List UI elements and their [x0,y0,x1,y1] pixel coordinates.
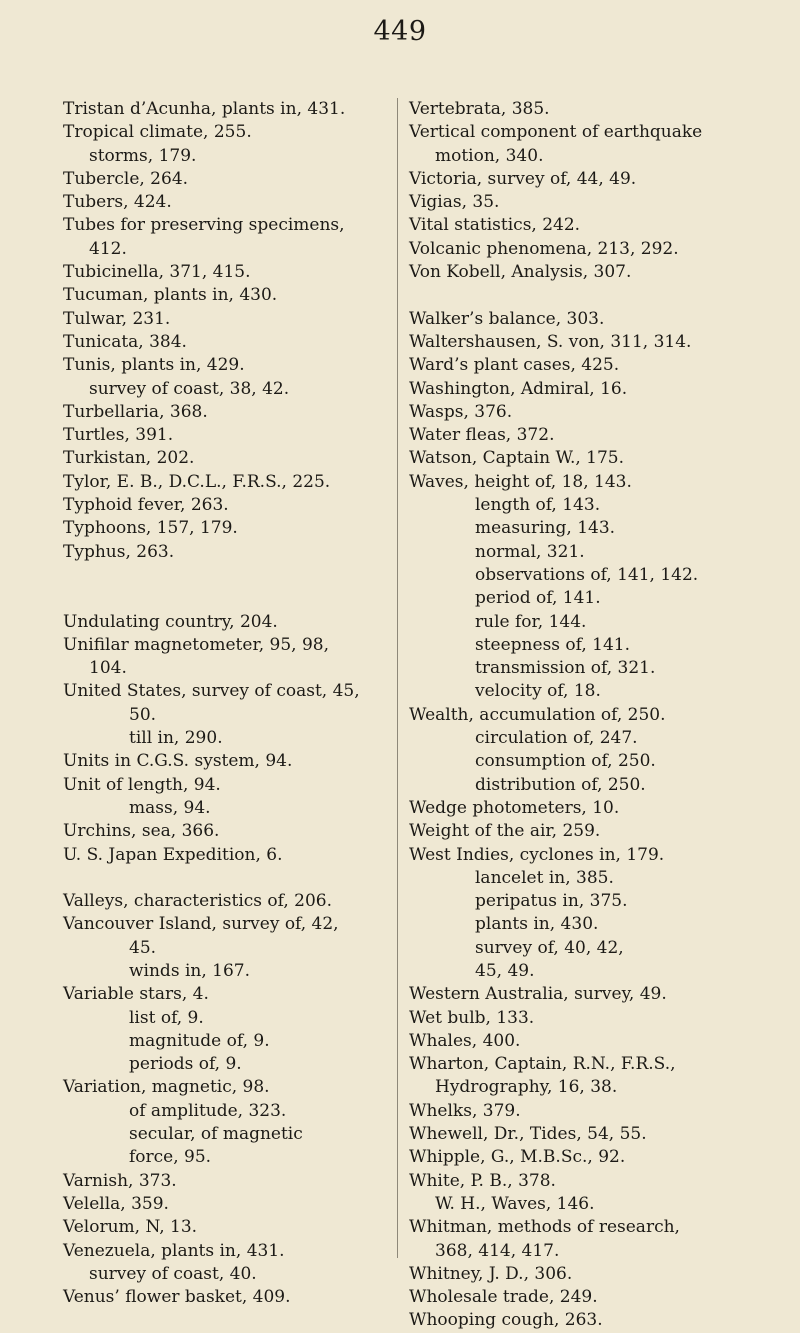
index-subentry: circulation of, 247. [475,728,638,749]
index-entry: Wharton, Captain, R.N., F.R.S., [409,1054,676,1075]
index-entry: Von Kobell, Analysis, 307. [409,262,632,283]
index-entry: Vigias, 35. [409,192,500,213]
index-subentry: periods of, 9. [129,1054,242,1075]
index-entry: Wealth, accumulation of, 250. [409,704,666,725]
index-entry: Turtles, 391. [63,425,174,446]
index-subentry: 50. [129,704,157,725]
index-subentry: Hydrography, 16, 38. [435,1077,618,1098]
index-entry: Vancouver Island, survey of, 42, [63,914,339,935]
index-entry: Whelks, 379. [409,1100,521,1121]
section-gap [63,587,393,610]
index-subentry: transmission of, 321. [475,658,656,679]
index-subentry: motion, 340. [435,145,544,166]
section-gap [409,284,744,307]
index-subentry: 104. [89,658,127,679]
index-entry: Varnish, 373. [63,1170,177,1191]
index-entry: Variable stars, 4. [63,984,209,1005]
index-subentry: mass, 94. [129,797,211,818]
index-subentry: storms, 179. [89,145,197,166]
index-entry: Watson, Captain W., 175. [409,448,625,469]
index-entry: Tulwar, 231. [63,308,171,329]
index-entry: Vertebrata, 385. [409,99,550,119]
index-column-right [409,98,744,1333]
index-entry: Ward’s plant cases, 425. [409,355,620,376]
index-subentry: survey of coast, 40. [89,1263,257,1284]
index-entry: White, P. B., 378. [409,1170,556,1191]
index-entry: Tunis, plants in, 429. [63,355,245,376]
index-subentry: winds in, 167. [129,960,250,981]
index-subentry: steepness of, 141. [475,634,631,655]
index-entry: Whewell, Dr., Tides, 54, 55. [409,1124,647,1145]
index-entry: Velorum, N, 13. [63,1217,198,1238]
index-subentry: distribution of, 250. [475,774,646,795]
index-entry: Urchins, sea, 366. [63,821,220,842]
index-entry: Venus’ flower basket, 409. [63,1287,291,1308]
index-entry: Wet bulb, 133. [409,1007,535,1028]
index-column-left [63,98,393,1309]
index-subentry: 412. [89,238,127,259]
index-subentry: 45, 49. [475,960,535,981]
index-entry: Whitman, methods of research, [409,1217,680,1238]
index-subentry: observations of, 141, 142. [475,564,699,585]
index-entry: Valleys, characteristics of, 206. [63,891,332,912]
index-entry: Western Australia, survey, 49. [409,984,667,1005]
index-entry: Tubers, 424. [63,192,172,213]
index-entry: Whitney, J. D., 306. [409,1263,573,1284]
index-entry: Weight of the air, 259. [409,821,601,842]
index-entry: Tylor, E. B., D.C.L., F.R.S., 225. [63,471,331,492]
index-subentry: magnitude of, 9. [129,1030,270,1051]
index-entry: Tucuman, plants in, 430. [63,285,278,306]
index-subentry: lancelet in, 385. [475,867,614,888]
index-subentry: W. H., Waves, 146. [435,1193,595,1214]
index-entry: Tubes for preserving specimens, [63,215,345,236]
index-subentry: velocity of, 18. [475,681,601,702]
index-entry: U. S. Japan Expedition, 6. [63,844,283,865]
index-entry: Water fleas, 372. [409,425,555,446]
index-entry: Unifilar magnetometer, 95, 98, [63,634,329,655]
index-subentry: secular, of magnetic [129,1124,303,1145]
index-entry: Tristan d’Acunha, plants in, 431. [63,99,346,119]
index-entry: Tunicata, 384. [63,331,187,352]
index-subentry: peripatus in, 375. [475,891,628,912]
index-entry: United States, survey of coast, 45, [63,681,360,702]
index-entry: Velella, 359. [63,1193,169,1214]
index-subentry: measuring, 143. [475,518,616,539]
index-entry: Victoria, survey of, 44, 49. [409,168,637,189]
index-entry: Volcanic phenomena, 213, 292. [409,238,679,259]
index-entry: Typhoid fever, 263. [63,495,229,516]
index-entry: Units in C.G.S. system, 94. [63,751,293,772]
page-number: 449 [373,16,427,47]
index-entry: Washington, Admiral, 16. [409,378,628,399]
index-entry: Whipple, G., M.B.Sc., 92. [409,1147,626,1168]
index-subentry: rule for, 144. [475,611,587,632]
index-subentry: normal, 321. [475,541,585,562]
column-divider [397,98,398,1258]
index-entry: Vertical component of earthquake [409,122,703,143]
index-subentry: length of, 143. [475,495,601,516]
section-gap [63,564,393,587]
index-subentry: plants in, 430. [475,914,599,935]
index-subentry: of amplitude, 323. [129,1100,287,1121]
index-entry: Waltershausen, S. von, 311, 314. [409,331,692,352]
index-subentry: till in, 290. [129,728,223,749]
index-entry: Vital statistics, 242. [409,215,581,236]
index-entry: Whales, 400. [409,1030,521,1051]
index-entry: Turkistan, 202. [63,448,195,469]
index-subentry: force, 95. [129,1147,212,1168]
index-entry: Waves, height of, 18, 143. [409,471,632,492]
index-entry: Wholesale trade, 249. [409,1287,598,1308]
index-subentry: survey of coast, 38, 42. [89,378,290,399]
index-entry: Turbellaria, 368. [63,401,208,422]
index-entry: Walker’s balance, 303. [409,308,605,329]
index-entry: Wedge photometers, 10. [409,797,620,818]
index-entry: West Indies, cyclones in, 179. [409,844,665,865]
index-entry: Typhoons, 157, 179. [63,518,238,539]
index-entry: Whooping cough, 263. [409,1310,603,1331]
index-subentry: survey of, 40, 42, [475,937,624,958]
index-entry: Typhus, 263. [63,541,175,562]
section-gap [63,867,393,890]
index-subentry: 368, 414, 417. [435,1240,560,1261]
index-subentry: 45. [129,937,157,958]
index-entry: Tubercle, 264. [63,168,189,189]
index-entry: Variation, magnetic, 98. [63,1077,270,1098]
index-subentry: consumption of, 250. [475,751,656,772]
index-entry: Undulating country, 204. [63,611,278,632]
index-entry: Unit of length, 94. [63,774,221,795]
index-subentry: list of, 9. [129,1007,204,1028]
index-subentry: period of, 141. [475,588,601,609]
index-entry: Venezuela, plants in, 431. [63,1240,285,1261]
index-entry: Tubicinella, 371, 415. [63,262,251,283]
index-entry: Tropical climate, 255. [63,122,252,143]
index-entry: Wasps, 376. [409,401,513,422]
